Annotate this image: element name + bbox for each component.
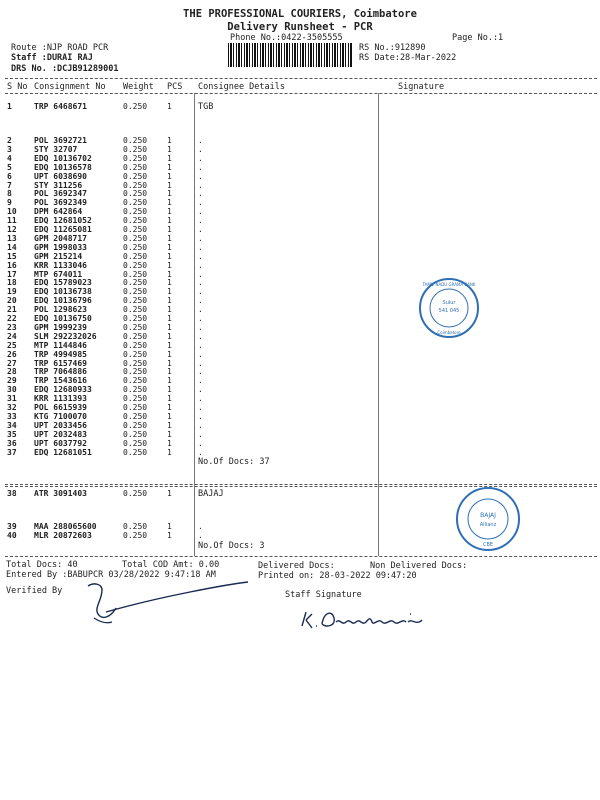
pieces-count: 1	[167, 251, 172, 261]
pieces-count: 1	[167, 367, 172, 377]
weight-value: 0.250	[123, 260, 148, 270]
table-row	[0, 296, 600, 305]
serial-number: 5	[7, 162, 12, 172]
consignee-detail: .	[198, 403, 203, 412]
weight-value: 0.250	[123, 403, 148, 412]
pieces-count: 1	[167, 385, 172, 395]
footer-rule	[5, 556, 597, 557]
pieces-count: 1	[167, 162, 172, 172]
consignee-detail: .	[198, 411, 203, 421]
col-consignee: Consignee Details	[198, 82, 285, 92]
pieces-count: 1	[167, 331, 172, 341]
non-delivered-docs: Non Delivered Docs:	[370, 561, 468, 571]
weight-value: 0.250	[123, 269, 148, 279]
consignee-detail: .	[198, 522, 203, 531]
consignee-detail: .	[198, 349, 203, 359]
consignment-number: EDQ 10136796	[34, 296, 92, 306]
pieces-count: 1	[167, 358, 172, 368]
consignee-detail: .	[198, 233, 203, 243]
consignee-detail: .	[198, 171, 203, 181]
weight-value: 0.250	[123, 242, 148, 252]
rs-number: RS No.:912890	[359, 43, 426, 53]
serial-number: 17	[7, 269, 17, 279]
consignment-number: MTP 674011	[34, 269, 83, 279]
pieces-count: 1	[167, 340, 172, 350]
weight-value: 0.250	[123, 314, 148, 323]
pieces-count: 1	[167, 305, 172, 315]
serial-number: 31	[7, 394, 17, 404]
route-label: Route :NJP ROAD PCR	[11, 43, 109, 53]
serial-number: 26	[7, 349, 17, 359]
consignee-detail: .	[198, 358, 203, 368]
consignment-number: TRP 1543616	[34, 376, 87, 386]
pieces-count: 1	[167, 225, 172, 234]
consignee-detail: .	[198, 198, 203, 208]
consignee-detail: .	[198, 429, 203, 439]
barcode	[228, 43, 353, 67]
entered-by: Entered By :BABUPCR 03/28/2022 9:47:18 AM	[6, 570, 216, 580]
consignment-number: POL 3692721	[34, 136, 87, 145]
runsheet-title: Delivery Runsheet - PCR	[227, 21, 373, 33]
serial-number: 29	[7, 376, 17, 386]
weight-value: 0.250	[123, 198, 148, 208]
serial-number: 28	[7, 367, 17, 377]
weight-value: 0.250	[123, 102, 148, 111]
consignee-detail: .	[198, 438, 203, 448]
table-row	[0, 314, 600, 323]
weight-value: 0.250	[123, 225, 148, 234]
consignee-detail: .	[198, 314, 203, 323]
weight-value: 0.250	[123, 180, 148, 190]
weight-value: 0.250	[123, 367, 148, 377]
consignee-detail: .	[198, 420, 203, 430]
table-row	[0, 385, 600, 394]
consignment-number: EDQ 10136702	[34, 153, 92, 163]
serial-number: 19	[7, 287, 17, 297]
weight-value: 0.250	[123, 287, 148, 297]
table-row	[0, 323, 600, 332]
table-row	[0, 207, 600, 216]
pieces-count: 1	[167, 394, 172, 404]
pieces-count: 1	[167, 314, 172, 323]
serial-number: 22	[7, 314, 17, 323]
serial-number: 11	[7, 216, 17, 226]
consignee-detail: .	[198, 340, 203, 350]
weight-value: 0.250	[123, 233, 148, 243]
weight-value: 0.250	[123, 322, 148, 332]
consignee-detail: .	[198, 530, 203, 540]
weight-value: 0.250	[123, 358, 148, 368]
col-sno: S No	[7, 82, 28, 92]
serial-number: 7	[7, 180, 12, 190]
consignee-detail: .	[198, 207, 203, 217]
consignment-number: DPM 642864	[34, 207, 83, 217]
col-weight: Weight	[123, 82, 154, 92]
serial-number: 30	[7, 385, 17, 395]
serial-number: 33	[7, 411, 17, 421]
pieces-count: 1	[167, 420, 172, 430]
consignment-number: EDQ 10136750	[34, 314, 92, 323]
pieces-count: 1	[167, 233, 172, 243]
serial-number: 25	[7, 340, 17, 350]
weight-value: 0.250	[123, 144, 148, 154]
consignment-number: MTP 1144846	[34, 340, 87, 350]
consignment-number: POL 1298623	[34, 305, 87, 315]
serial-number: 15	[7, 251, 17, 261]
bank-stamp	[418, 277, 480, 339]
consignment-number: POL 3692347	[34, 189, 87, 199]
consignee-detail: .	[198, 269, 203, 279]
serial-number: 38	[7, 489, 17, 498]
weight-value: 0.250	[123, 420, 148, 430]
pieces-count: 1	[167, 349, 172, 359]
table-row	[0, 181, 600, 190]
serial-number: 4	[7, 153, 12, 163]
company-title: THE PROFESSIONAL COURIERS, Coimbatore	[183, 8, 417, 20]
weight-value: 0.250	[123, 447, 148, 457]
consignee-name: BAJAJ	[198, 489, 224, 499]
table-row	[0, 252, 600, 261]
table-row	[0, 341, 600, 350]
serial-number: 36	[7, 438, 17, 448]
table-row	[0, 145, 600, 154]
table-row	[0, 394, 600, 403]
table-row	[0, 448, 600, 457]
table-row	[0, 216, 600, 225]
consignment-number: MLR 20872603	[34, 530, 92, 540]
staff-signature	[298, 604, 438, 634]
serial-number: 9	[7, 198, 12, 208]
svg-text:Allianz: Allianz	[479, 522, 497, 528]
weight-value: 0.250	[123, 305, 148, 315]
pieces-count: 1	[167, 207, 172, 217]
table-row	[0, 412, 600, 421]
serial-number: 3	[7, 144, 12, 154]
weight-value: 0.250	[123, 530, 148, 540]
docs-count: No.Of Docs: 3	[198, 540, 265, 551]
table-row	[0, 367, 600, 376]
weight-value: 0.250	[123, 251, 148, 261]
serial-number: 37	[7, 447, 17, 457]
weight-value: 0.250	[123, 296, 148, 306]
page-number: Page No.:1	[452, 33, 504, 43]
serial-number: 18	[7, 278, 17, 288]
consignee-detail: .	[198, 189, 203, 199]
printed-on: Printed on: 28-03-2022 09:47:20	[258, 571, 417, 581]
consignment-number: POL 6615939	[34, 403, 87, 412]
consignment-number: KRR 1131393	[34, 394, 87, 404]
consignee-detail: .	[198, 216, 203, 226]
delivered-docs: Delivered Docs:	[258, 561, 335, 571]
table-row	[0, 172, 600, 181]
pieces-count: 1	[167, 102, 172, 111]
consignee-detail: .	[198, 260, 203, 270]
consignment-number: EDQ 12681051	[34, 447, 92, 457]
weight-value: 0.250	[123, 189, 148, 199]
consignee-detail: .	[198, 278, 203, 288]
consignment-number: EDQ 11265081	[34, 225, 92, 234]
consignee-name: TGB	[198, 102, 214, 112]
consignment-number: GPM 2048717	[34, 233, 87, 243]
consignment-number: STY 32707	[34, 144, 78, 154]
pieces-count: 1	[167, 522, 172, 531]
consignment-number: TRP 4994985	[34, 349, 87, 359]
pieces-count: 1	[167, 216, 172, 226]
serial-number: 39	[7, 522, 17, 531]
pieces-count: 1	[167, 136, 172, 145]
pieces-count: 1	[167, 269, 172, 279]
pieces-count: 1	[167, 411, 172, 421]
consignee-detail: .	[198, 296, 203, 306]
consignment-number: TRP 6157469	[34, 358, 87, 368]
header-rule-bottom	[5, 93, 597, 94]
serial-number: 34	[7, 420, 17, 430]
table-row	[0, 243, 600, 252]
consignment-number: EDQ 10136578	[34, 162, 92, 172]
svg-text:541 045: 541 045	[438, 308, 460, 314]
table-row	[0, 287, 600, 296]
pieces-count: 1	[167, 180, 172, 190]
pieces-count: 1	[167, 530, 172, 540]
consignment-number: KTG 7100070	[34, 411, 87, 421]
consignee-detail: .	[198, 322, 203, 332]
table-row	[0, 102, 600, 111]
weight-value: 0.250	[123, 171, 148, 181]
serial-number: 24	[7, 331, 17, 341]
table-row	[0, 163, 600, 172]
table-row	[0, 305, 600, 314]
table-row	[0, 421, 600, 430]
consignment-number: GPM 215214	[34, 251, 83, 261]
serial-number: 1	[7, 102, 12, 111]
table-row	[0, 332, 600, 341]
verified-by-label: Verified By	[6, 586, 63, 596]
consignee-detail: .	[198, 180, 203, 190]
consignment-number: UPT 6037792	[34, 438, 87, 448]
table-row	[0, 198, 600, 207]
phone-number: Phone No.:0422-3505555	[230, 33, 343, 43]
consignee-detail: .	[198, 331, 203, 341]
insurance-stamp	[455, 486, 521, 552]
consignee-detail: .	[198, 287, 203, 297]
consignee-detail: .	[198, 153, 203, 163]
consignment-number: KRR 1133046	[34, 260, 87, 270]
pieces-count: 1	[167, 189, 172, 199]
pieces-count: 1	[167, 260, 172, 270]
consignment-number: POL 3692349	[34, 198, 87, 208]
consignment-number: EDQ 12681052	[34, 216, 92, 226]
serial-number: 16	[7, 260, 17, 270]
pieces-count: 1	[167, 144, 172, 154]
weight-value: 0.250	[123, 376, 148, 386]
serial-number: 8	[7, 189, 12, 199]
table-row	[0, 261, 600, 270]
col-consignment: Consignment No	[34, 82, 106, 92]
serial-number: 20	[7, 296, 17, 306]
consignee-detail: .	[198, 447, 203, 457]
serial-number: 13	[7, 233, 17, 243]
consignment-number: UPT 6038690	[34, 171, 87, 181]
consignment-number: GPM 1998033	[34, 242, 87, 252]
consignee-detail: .	[198, 242, 203, 252]
consignee-detail: .	[198, 394, 203, 404]
consignee-detail: .	[198, 144, 203, 154]
serial-number: 10	[7, 207, 17, 217]
table-row	[0, 154, 600, 163]
weight-value: 0.250	[123, 522, 148, 531]
serial-number: 6	[7, 171, 12, 181]
weight-value: 0.250	[123, 162, 148, 172]
weight-value: 0.250	[123, 216, 148, 226]
pieces-count: 1	[167, 198, 172, 208]
total-docs: Total Docs: 40	[6, 560, 78, 570]
col-pcs: PCS	[167, 82, 183, 92]
pieces-count: 1	[167, 429, 172, 439]
serial-number: 40	[7, 530, 17, 540]
pieces-count: 1	[167, 403, 172, 412]
pieces-count: 1	[167, 322, 172, 332]
svg-text:Coimbatore: Coimbatore	[437, 330, 461, 335]
consignee-detail: .	[198, 162, 203, 172]
consignee-detail: .	[198, 136, 203, 145]
verifier-signature	[80, 578, 260, 628]
pieces-count: 1	[167, 171, 172, 181]
table-row	[0, 189, 600, 198]
table-row	[0, 270, 600, 279]
consignment-number: EDQ 10136738	[34, 287, 92, 297]
consignment-number: EDQ 15789023	[34, 278, 92, 288]
serial-number: 21	[7, 305, 17, 315]
group-rule	[5, 484, 597, 485]
pieces-count: 1	[167, 447, 172, 457]
pieces-count: 1	[167, 153, 172, 163]
consignee-detail: .	[198, 225, 203, 234]
pieces-count: 1	[167, 278, 172, 288]
table-row	[0, 234, 600, 243]
weight-value: 0.250	[123, 394, 148, 404]
weight-value: 0.250	[123, 429, 148, 439]
consignment-number: TRP 6468671	[34, 102, 87, 111]
pieces-count: 1	[167, 287, 172, 297]
pieces-count: 1	[167, 376, 172, 386]
consignment-number: STY 311256	[34, 180, 83, 190]
consignment-number: SLM 292232026	[34, 331, 97, 341]
weight-value: 0.250	[123, 489, 148, 498]
pieces-count: 1	[167, 438, 172, 448]
consignment-number: UPT 2033456	[34, 420, 87, 430]
pieces-count: 1	[167, 296, 172, 306]
consignment-number: GPM 1999239	[34, 322, 87, 332]
staff-signature-label: Staff Signature	[285, 590, 362, 600]
weight-value: 0.250	[123, 340, 148, 350]
svg-text:BAJAJ: BAJAJ	[480, 512, 496, 519]
table-row	[0, 136, 600, 145]
consignee-detail: .	[198, 385, 203, 395]
serial-number: 2	[7, 136, 12, 145]
svg-text:CBE: CBE	[482, 542, 494, 548]
weight-value: 0.250	[123, 331, 148, 341]
weight-value: 0.250	[123, 411, 148, 421]
consignment-number: TRP 7064886	[34, 367, 87, 377]
rs-date: RS Date:28-Mar-2022	[359, 53, 457, 63]
consignee-detail: .	[198, 305, 203, 315]
pieces-count: 1	[167, 489, 172, 498]
consignment-number: ATR 3091403	[34, 489, 87, 498]
svg-text:TAMIL NADU GRAMA BANK: TAMIL NADU GRAMA BANK	[422, 282, 476, 287]
serial-number: 32	[7, 403, 17, 412]
weight-value: 0.250	[123, 385, 148, 395]
consignee-detail: .	[198, 376, 203, 386]
consignee-detail: .	[198, 367, 203, 377]
staff-label: Staff :DURAI RAJ	[11, 53, 93, 63]
docs-count: No.Of Docs: 37	[198, 457, 270, 468]
table-row	[0, 439, 600, 448]
consignment-number: UPT 2032483	[34, 429, 87, 439]
table-row	[0, 376, 600, 385]
table-row	[0, 403, 600, 412]
weight-value: 0.250	[123, 207, 148, 217]
consignee-detail: .	[198, 251, 203, 261]
consignment-number: EDQ 12680933	[34, 385, 92, 395]
consignment-number: MAA 288065600	[34, 522, 97, 531]
header-rule-top	[5, 78, 597, 79]
serial-number: 23	[7, 322, 17, 332]
table-row	[0, 278, 600, 287]
weight-value: 0.250	[123, 153, 148, 163]
table-row	[0, 350, 600, 359]
serial-number: 35	[7, 429, 17, 439]
table-row	[0, 225, 600, 234]
col-signature: Signature	[398, 82, 445, 92]
svg-text:Sulur: Sulur	[442, 300, 456, 306]
table-row	[0, 430, 600, 439]
serial-number: 12	[7, 225, 17, 234]
pieces-count: 1	[167, 242, 172, 252]
weight-value: 0.250	[123, 278, 148, 288]
weight-value: 0.250	[123, 136, 148, 145]
drs-number: DRS No. :DCJB91289001	[11, 64, 119, 74]
serial-number: 14	[7, 242, 17, 252]
weight-value: 0.250	[123, 438, 148, 448]
total-cod-amount: Total COD Amt: 0.00	[122, 560, 220, 570]
weight-value: 0.250	[123, 349, 148, 359]
table-row	[0, 359, 600, 368]
serial-number: 27	[7, 358, 17, 368]
